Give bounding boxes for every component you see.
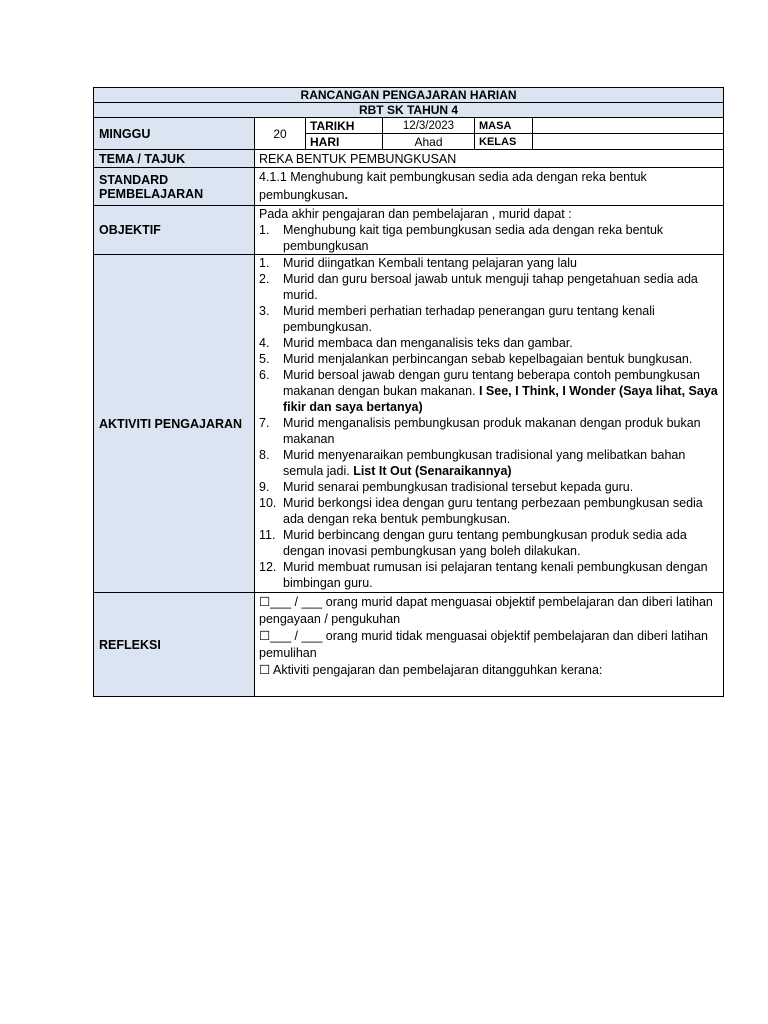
aktiviti-list [259, 255, 719, 591]
list-item: 9. Murid senarai pembungkusan tradisional tersebut kepada guru. [259, 480, 634, 494]
kelas-value [533, 134, 724, 150]
refleksi-content [255, 593, 724, 697]
list-item: 10. Murid berkongsi idea dengan guru tentang perbezaan pembungkusan sedia ada dengan reka bentuk pembungkusan. [259, 496, 703, 526]
objektif-intro: Pada akhir pengajaran dan pembelajaran , murid dapat : [259, 207, 572, 221]
refleksi-label: REFLEKSI [94, 593, 255, 697]
list-item: 3. Murid memberi perhatian terhadap penerangan guru tentang kenali pembungkusan. [259, 304, 655, 334]
list-item: 1. Murid diingatkan Kembali tentang pelajaran yang lalu [259, 256, 577, 270]
list-item: 1. Menghubung kait tiga pembungkusan sedia ada dengan reka bentuk pembungkusan [259, 223, 664, 253]
minggu-value: 20 [255, 118, 306, 150]
lesson-plan-table [93, 87, 724, 697]
hari-label: HARI [306, 134, 383, 150]
minggu-label: MINGGU [94, 118, 255, 150]
objektif-label: OBJEKTIF [94, 206, 255, 255]
refleksi-line: ☐ Aktiviti pengajaran dan pembelajaran ditangguhkan kerana: [259, 663, 603, 677]
standard-value: 4.1.1 Menghubung kait pembungkusan sedia ada dengan reka bentuk pembungkusan. [255, 168, 724, 206]
aktiviti-label: AKTIVITI PENGAJARAN [94, 255, 255, 593]
list-item: 4. Murid membaca dan menganalisis teks dan gambar. [259, 336, 573, 350]
objektif-content [255, 206, 724, 255]
objektif-list [259, 222, 719, 254]
tema-value: REKA BENTUK PEMBUNGKUSAN [255, 150, 724, 168]
list-item: 7. Murid menganalisis pembungkusan produk makanan dengan produk bukan makanan [259, 416, 701, 446]
list-item: 8. Murid menyenaraikan pembungkusan tradisional yang melibatkan bahan semula jadi. List It Out (Senaraikannya) [259, 448, 686, 478]
tarikh-value: 12/3/2023 [383, 118, 475, 134]
list-item: 12. Murid membuat rumusan isi pelajaran tentang kenali pembungkusan dengan bimbingan guru. [259, 560, 708, 590]
aktiviti-content [255, 255, 724, 593]
list-item: 11. Murid berbincang dengan guru tentang pembungkusan produk sedia ada dengan inovasi pembungkusan yang boleh dilakukan. [259, 528, 687, 558]
hari-value: Ahad [383, 134, 475, 150]
refleksi-line: ☐___ / ___ orang murid dapat menguasai objektif pembelajaran dan diberi latihan pengayaan / pengukuhan [259, 595, 713, 626]
tarikh-label: TARIKH [306, 118, 383, 134]
list-item: 2. Murid dan guru bersoal jawab untuk menguji tahap pengetahuan sedia ada murid. [259, 272, 698, 302]
standard-label: STANDARD PEMBELAJARAN [94, 168, 255, 206]
refleksi-line: ☐___ / ___ orang murid tidak menguasai objektif pembelajaran dan diberi latihan pemulihan [259, 629, 708, 660]
document-title: RANCANGAN PENGAJARAN HARIAN [94, 88, 724, 103]
list-item: 5. Murid menjalankan perbincangan sebab kepelbagaian bentuk bungkusan. [259, 352, 693, 366]
kelas-label: KELAS [475, 134, 533, 150]
masa-label: MASA [475, 118, 533, 134]
tema-label: TEMA / TAJUK [94, 150, 255, 168]
list-item: 6. Murid bersoal jawab dengan guru tentang beberapa contoh pembungkusan makanan dengan bukan makanan. I See, I Think, I Wonder (Saya lihat, Saya fikir dan saya bertanya) [259, 368, 718, 414]
document-subtitle: RBT SK TAHUN 4 [94, 103, 724, 118]
masa-value [533, 118, 724, 134]
